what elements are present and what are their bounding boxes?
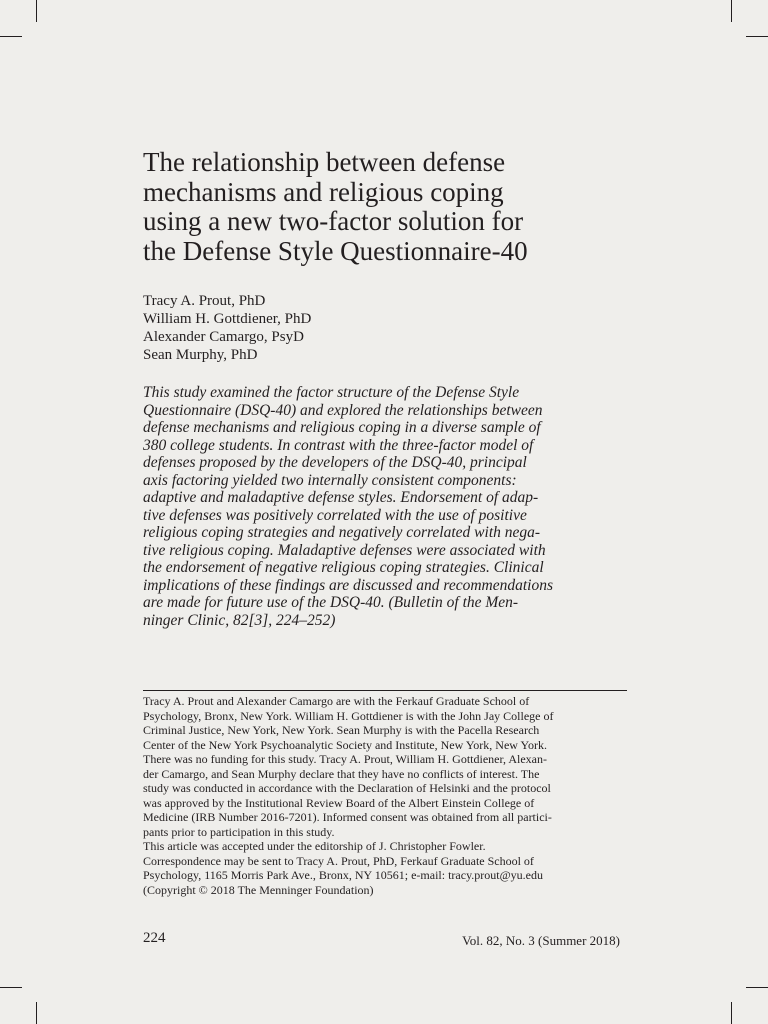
footnote-line: der Camargo, and Sean Murphy declare that they have no conflicts of interest. The xyxy=(143,766,540,781)
crop-mark-bottom-right-horizontal xyxy=(746,987,768,988)
title-line: The relationship between defense xyxy=(143,147,506,177)
abstract-line: axis factoring yielded two internally consistent components: xyxy=(143,471,517,489)
abstract-line: implications of these findings are discussed and recommendations xyxy=(143,576,553,594)
page-number: 224 xyxy=(143,930,166,946)
footnote-line: pants prior to participation in this study. xyxy=(143,824,335,839)
footnote-line: Psychology, 1165 Morris Park Ave., Bronx, NY 10561; e-mail: tracy.prout@yu.edu xyxy=(143,868,543,882)
abstract-line: the endorsement of negative religious coping strategies. Clinical xyxy=(143,559,544,576)
abstract-line: 380 college students. In contrast with the three-factor model of xyxy=(143,436,534,454)
crop-mark-bottom-left-horizontal xyxy=(0,987,22,988)
crop-mark-bottom-right-vertical xyxy=(731,1002,732,1024)
footnote-line: Center of the New York Psychoanalytic Society and Institute, New York, New York. xyxy=(143,737,547,752)
author: Tracy A. Prout, PhD xyxy=(143,293,266,309)
crop-mark-top-right-horizontal xyxy=(746,36,768,37)
crop-mark-bottom-left-vertical xyxy=(36,1002,37,1024)
footnote-line: There was no funding for this study. Tracy A. Prout, William H. Gottdiener, Alexan- xyxy=(143,752,547,766)
footnote-line: Psychology, Bronx, New York. William H. Gottdiener is with the John Jay College of xyxy=(143,708,554,723)
footnote-line: Medicine (IRB Number 2016-7201). Informed consent was obtained from all partici- xyxy=(143,810,552,824)
footnote-line: study was conducted in accordance with the Declaration of Helsinki and the protocol xyxy=(143,781,551,795)
title-line: the Defense Style Questionnaire-40 xyxy=(143,235,528,266)
abstract-line: This study examined the factor structure of the Defense Style xyxy=(143,384,520,401)
footnote-line: Tracy A. Prout and Alexander Camargo are with the Ferkauf Graduate School of xyxy=(143,694,530,708)
footnote-divider xyxy=(143,690,627,691)
abstract-line: tive religious coping. Maladaptive defenses were associated with xyxy=(143,541,546,559)
author-footnote xyxy=(143,694,554,897)
footnote-line: This article was accepted under the editorship of J. Christopher Fowler. xyxy=(143,839,486,853)
article-title xyxy=(143,148,623,266)
crop-mark-top-left-vertical xyxy=(36,0,37,22)
footnote-line: Correspondence may be sent to Tracy A. Prout, PhD, Ferkauf Graduate School of xyxy=(143,853,534,868)
footnote-line: (Copyright © 2018 The Menninger Foundation) xyxy=(143,882,374,897)
abstract-line: adaptive and maladaptive defense styles. Endorsement of adap- xyxy=(143,489,539,506)
abstract-line: Questionnaire (DSQ-40) and explored the relationships between xyxy=(143,401,543,419)
crop-mark-top-right-vertical xyxy=(731,0,732,22)
title-line: using a new two-factor solution for xyxy=(143,206,524,236)
footnote-line: Criminal Justice, New York, New York. Sean Murphy is with the Pacella Research xyxy=(143,723,540,737)
issue-info: Vol. 82, No. 3 (Summer 2018) xyxy=(462,933,620,948)
author: William H. Gottdiener, PhD xyxy=(143,311,312,327)
author: Sean Murphy, PhD xyxy=(143,347,258,363)
title-line: mechanisms and religious coping xyxy=(143,176,504,207)
abstract-line: tive defenses was positively correlated with the use of positive xyxy=(143,506,527,524)
abstract xyxy=(143,384,553,629)
abstract-line: defenses proposed by the developers of the DSQ-40, principal xyxy=(143,454,527,471)
author-list xyxy=(143,292,311,364)
abstract-line: defense mechanisms and religious coping in a diverse sample of xyxy=(143,419,541,436)
footnote-line: was approved by the Institutional Review Board of the Albert Einstein College of xyxy=(143,795,535,810)
abstract-line: ninger Clinic, 82[3], 224–252) xyxy=(143,611,336,629)
abstract-line: religious coping strategies and negatively correlated with nega- xyxy=(143,524,541,541)
author: Alexander Camargo, PsyD xyxy=(143,329,304,345)
abstract-line: are made for future use of the DSQ-40. (Bulletin of the Men- xyxy=(143,594,519,611)
crop-mark-top-left-horizontal xyxy=(0,36,22,37)
